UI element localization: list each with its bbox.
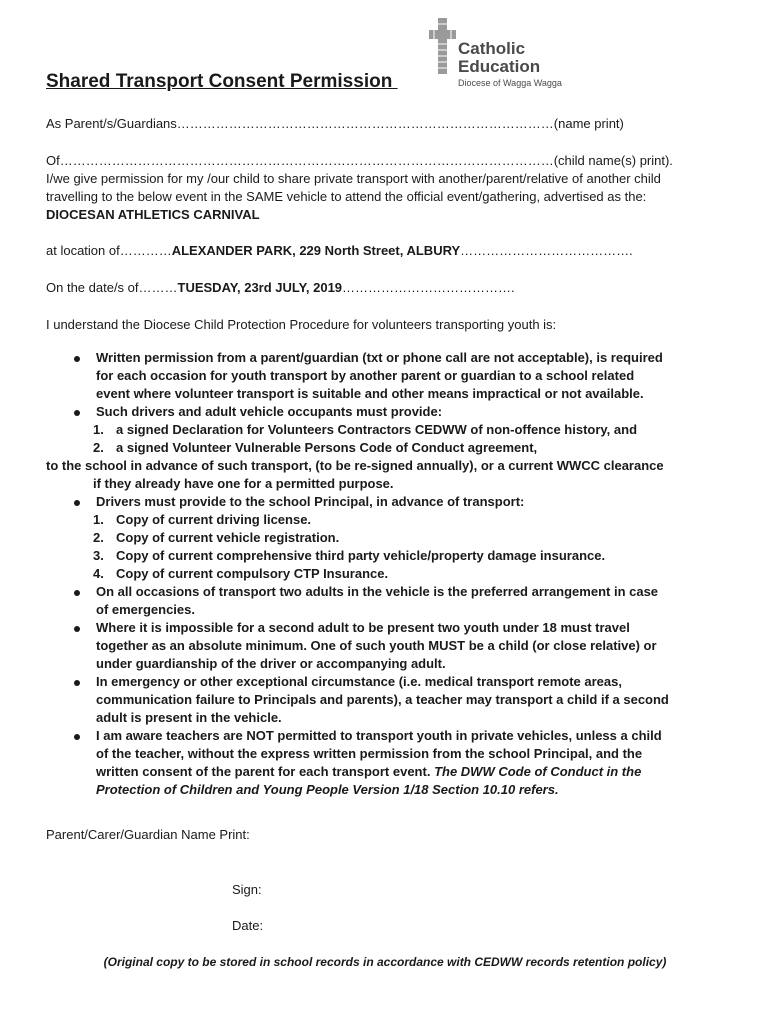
- logo-line-diocese: Diocese of Wagga Wagga: [458, 78, 562, 88]
- bullet-6-line-1: In emergency or other exceptional circumstance (i.e. medical transport remote areas,: [96, 674, 622, 689]
- location-suffix: ………………………………….: [460, 243, 633, 258]
- bullet-2-line: Such drivers and adult vehicle occupants must provide:: [96, 404, 443, 419]
- bullet-4-line-1: On all occasions of transport two adults in the vehicle is the preferred arrangement in case: [96, 584, 659, 599]
- bullet-dot: [74, 680, 80, 686]
- code-of-conduct-item: a signed Volunteer Vulnerable Persons Code of Conduct agreement,: [116, 440, 538, 455]
- bullet-4-line-2: of emergencies.: [96, 602, 195, 617]
- bullet-7-line-3: [96, 764, 641, 780]
- name-print-label: Parent/Carer/Guardian Name Print:: [46, 827, 250, 842]
- date-line: [46, 280, 515, 296]
- permission-line-1: I/we give permission for my /our child to share private transport with another/parent/relative of another child: [46, 171, 661, 186]
- bullet-dot: [74, 626, 80, 632]
- permission-line-2: travelling to the below event in the SAME vehicle to attend the official event/gathering, advertised as the:: [46, 189, 647, 204]
- date-prefix: On the date/s of………: [46, 280, 178, 295]
- list-number: 2.: [93, 530, 104, 545]
- parent-name-line: As Parent/s/Guardians……………………………………………………………………………(name print): [46, 116, 624, 131]
- bullet-dot: [74, 410, 80, 416]
- event-name: DIOCESAN ATHLETICS CARNIVAL: [46, 207, 260, 222]
- understand-line: I understand the Diocese Child Protection Procedure for volunteers transporting youth is:: [46, 317, 557, 332]
- vehicle-registration-item: Copy of current vehicle registration.: [116, 530, 340, 545]
- list-number: 2.: [93, 440, 104, 455]
- child-name-line: Of……………………………………………………………………………………………………(child name(s) print).: [46, 153, 673, 168]
- bullet-dot: [74, 500, 80, 506]
- bullet-1-line-1: Written permission from a parent/guardian (txt or phone call are not acceptable), is required: [96, 350, 663, 365]
- bullet-dot: [74, 356, 80, 362]
- page-title: Shared Transport Consent Permission: [46, 71, 398, 92]
- date-value: TUESDAY, 23rd JULY, 2019: [177, 280, 343, 295]
- bullet-3-line: Drivers must provide to the school Principal, in advance of transport:: [96, 494, 525, 509]
- bullet-5-line-1: Where it is impossible for a second adult to be present two youth under 18 must travel: [96, 620, 630, 635]
- bullet-7-line-2: of the teacher, without the express written permission from the school Principal, and the: [96, 746, 643, 761]
- driving-license-item: Copy of current driving license.: [116, 512, 312, 527]
- date-label: Date:: [232, 918, 264, 933]
- advance-clearance-line-2: if they already have one for a permitted purpose.: [93, 476, 394, 491]
- bullet-7-line-3-italic: The DWW Code of Conduct in the: [434, 764, 642, 779]
- bullet-6-line-2: communication failure to Principals and parents), a teacher may transport a child if a second: [96, 692, 669, 707]
- declaration-item: a signed Declaration for Volunteers Contractors CEDWW of non-offence history, and: [116, 422, 638, 437]
- bullet-1-line-2: for each occasion for youth transport by another parent or guardian to a school related: [96, 368, 635, 383]
- bullet-dot: [74, 590, 80, 596]
- location-value: ALEXANDER PARK, 229 North Street, ALBURY: [171, 243, 461, 258]
- cross-icon: [428, 16, 458, 76]
- bullet-7-line-1: I am aware teachers are NOT permitted to transport youth in private vehicles, unless a child: [96, 728, 662, 743]
- catholic-education-logo: [428, 16, 578, 96]
- location-line: [46, 243, 633, 259]
- records-retention-note: (Original copy to be stored in school records in accordance with CEDWW records retention policy): [103, 955, 667, 969]
- date-suffix: ………………………………….: [342, 280, 515, 295]
- location-prefix: at location of…………: [46, 243, 172, 258]
- bullet-1-line-3: event where volunteer transport is suitable and other means impractical or not available.: [96, 386, 644, 401]
- bullet-dot: [74, 734, 80, 740]
- logo-line-catholic: Catholic: [458, 39, 526, 58]
- insurance-item: Copy of current comprehensive third party vehicle/property damage insurance.: [116, 548, 606, 563]
- bullet-7-line-4: Protection of Children and Young People Version 1/18 Section 10.10 refers.: [96, 782, 559, 797]
- list-number: 1.: [93, 512, 104, 527]
- bullet-5-line-3: under guardianship of the driver or accompanying adult.: [96, 656, 446, 671]
- logo-line-education: Education: [458, 57, 541, 76]
- ctp-insurance-item: Copy of current compulsory CTP Insurance.: [116, 566, 389, 581]
- sign-label: Sign:: [232, 882, 262, 897]
- list-number: 1.: [93, 422, 104, 437]
- list-number: 3.: [93, 548, 104, 563]
- bullet-7-line-3-plain: written consent of the parent for each transport event.: [96, 764, 435, 779]
- advance-clearance-line-1: to the school in advance of such transport, (to be re-signed annually), or a current WWCC clearance: [46, 458, 664, 473]
- list-number: 4.: [93, 566, 104, 581]
- bullet-5-line-2: together as an absolute minimum. One of such youth MUST be a child (or close relative) or: [96, 638, 657, 653]
- bullet-6-line-3: adult is present in the vehicle.: [96, 710, 282, 725]
